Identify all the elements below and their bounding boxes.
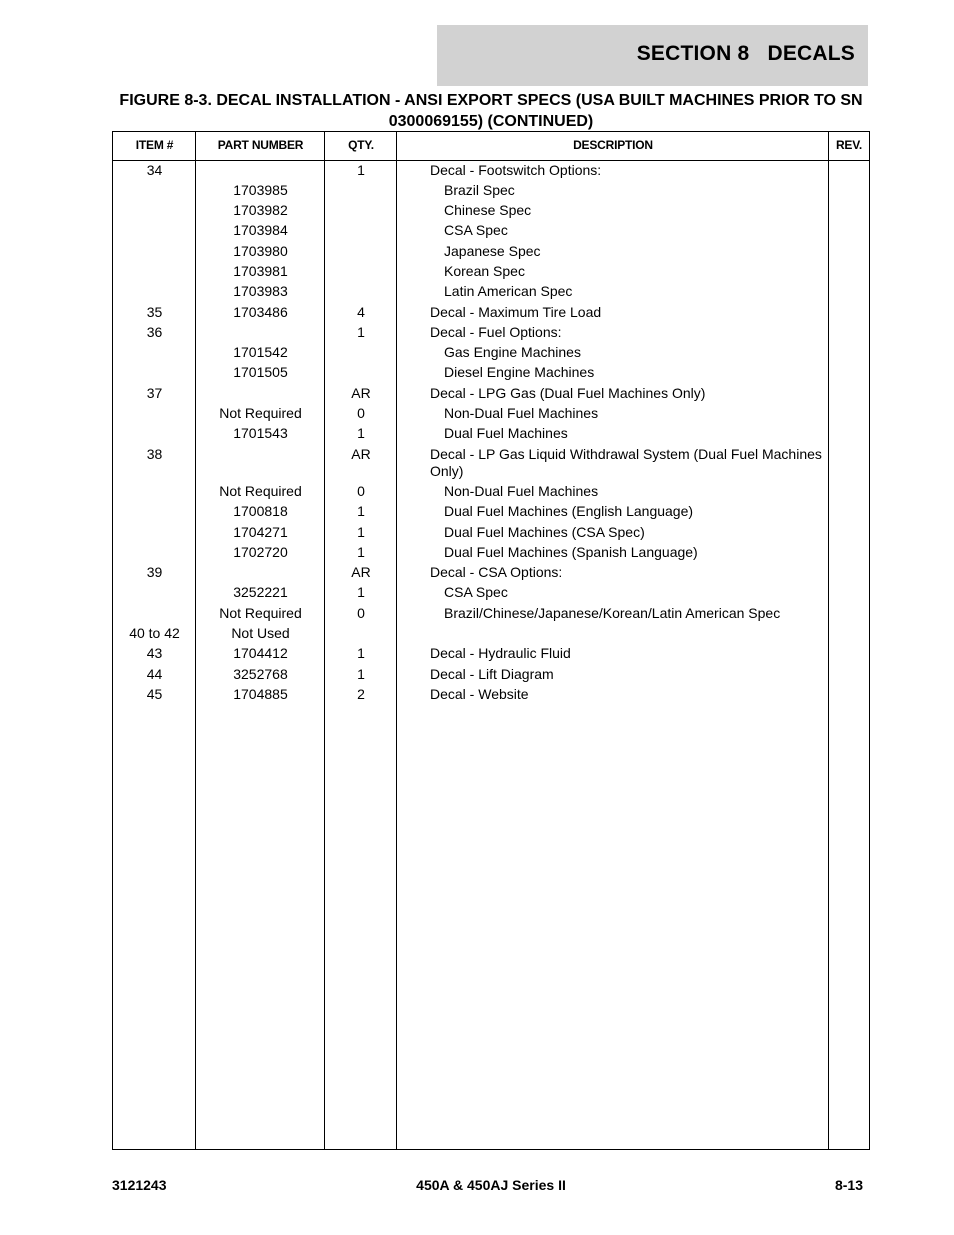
table-row bbox=[113, 201, 869, 221]
table-row bbox=[113, 444, 869, 481]
item-cell: 43 bbox=[146, 645, 163, 662]
description-cell: Decal - CSA Options: bbox=[430, 564, 563, 581]
footer-page-number: 8-13 bbox=[834, 1177, 863, 1193]
part-number-cell: 1702720 bbox=[233, 543, 288, 560]
table-row bbox=[113, 302, 869, 322]
description-cell: Decal - Lift Diagram bbox=[430, 665, 554, 682]
part-number-cell: 1703980 bbox=[233, 242, 288, 259]
table-row bbox=[113, 180, 869, 200]
table-row bbox=[113, 322, 869, 342]
description-cell: Non-Dual Fuel Machines bbox=[444, 482, 599, 499]
column-header-description: DESCRIPTION bbox=[573, 138, 653, 152]
description-cell: Chinese Spec bbox=[444, 202, 532, 219]
qty-cell: 1 bbox=[357, 543, 365, 560]
table-body bbox=[113, 160, 869, 705]
table-row bbox=[113, 644, 869, 664]
description-cell: Decal - LP Gas Liquid Withdrawal System (Dual Fuel Machines Only) bbox=[430, 445, 822, 479]
item-cell: 39 bbox=[146, 564, 163, 581]
description-cell bbox=[430, 624, 825, 644]
table-row bbox=[113, 583, 869, 603]
table-row bbox=[113, 563, 869, 583]
qty-cell: 1 bbox=[357, 323, 365, 340]
table-row bbox=[113, 282, 869, 302]
description-cell: Decal - Fuel Options: bbox=[430, 323, 562, 340]
table-row bbox=[113, 363, 869, 383]
column-header-qty: QTY. bbox=[348, 138, 374, 152]
qty-cell: AR bbox=[351, 384, 371, 401]
qty-cell: 1 bbox=[357, 523, 365, 540]
part-number-cell: Not Required bbox=[219, 482, 302, 499]
part-number-cell: 1701542 bbox=[233, 344, 288, 361]
item-cell: 34 bbox=[146, 161, 163, 178]
description-cell: CSA Spec bbox=[444, 222, 508, 239]
qty-cell: 0 bbox=[357, 405, 365, 422]
column-header-part-number: PART NUMBER bbox=[217, 138, 304, 152]
table-row bbox=[113, 624, 869, 644]
section-header bbox=[437, 25, 868, 86]
description-cell: Dual Fuel Machines (CSA Spec) bbox=[444, 523, 645, 540]
table-row bbox=[113, 261, 869, 281]
footer-model: 450A & 450AJ Series II bbox=[416, 1177, 566, 1193]
column-header-item: ITEM # bbox=[135, 138, 174, 152]
qty-cell: 1 bbox=[357, 665, 365, 682]
qty-cell: 2 bbox=[357, 685, 365, 702]
qty-cell: AR bbox=[351, 564, 371, 581]
table-row bbox=[113, 404, 869, 424]
part-number-cell: 1703981 bbox=[233, 262, 288, 279]
description-cell: Dual Fuel Machines bbox=[444, 425, 568, 442]
qty-cell: 1 bbox=[357, 425, 365, 442]
item-cell: 45 bbox=[146, 685, 163, 702]
description-cell: Non-Dual Fuel Machines bbox=[444, 405, 599, 422]
description-cell: Japanese Spec bbox=[444, 242, 541, 259]
table-row bbox=[113, 502, 869, 522]
table-row bbox=[113, 664, 869, 684]
table-row bbox=[113, 160, 869, 180]
part-number-cell: 1701505 bbox=[233, 364, 288, 381]
figure-title: FIGURE 8-3. DECAL INSTALLATION - ANSI EXPORT SPECS (USA BUILT MACHINES PRIOR TO SN 0300069155) (CONTINUED) bbox=[119, 92, 863, 130]
table-row bbox=[113, 424, 869, 444]
table-row bbox=[113, 522, 869, 542]
description-cell: CSA Spec bbox=[444, 584, 508, 601]
description-cell: Korean Spec bbox=[444, 262, 525, 279]
parts-table bbox=[112, 131, 870, 1150]
description-cell: Latin American Spec bbox=[444, 283, 573, 300]
item-cell: 36 bbox=[146, 323, 163, 340]
item-cell: 35 bbox=[146, 303, 163, 320]
description-cell: Brazil/Chinese/Japanese/Korean/Latin American Spec bbox=[444, 604, 781, 621]
part-number-cell: 1703983 bbox=[233, 283, 288, 300]
part-number-cell: 1703985 bbox=[233, 181, 288, 198]
table-header-row bbox=[113, 132, 869, 161]
part-number-cell: 1704271 bbox=[233, 523, 288, 540]
description-cell: Decal - Maximum Tire Load bbox=[430, 303, 602, 320]
part-number-cell: 1703984 bbox=[233, 222, 288, 239]
qty-cell: AR bbox=[351, 445, 371, 462]
description-cell: Brazil Spec bbox=[444, 181, 515, 198]
part-number-cell: Not Required bbox=[219, 405, 302, 422]
part-number-cell: 1703982 bbox=[233, 202, 288, 219]
item-cell: 44 bbox=[146, 665, 163, 682]
qty-cell: 0 bbox=[357, 604, 365, 621]
table-row bbox=[113, 221, 869, 241]
qty-cell: 1 bbox=[357, 645, 365, 662]
part-number-cell: 1704412 bbox=[233, 645, 288, 662]
qty-cell: 1 bbox=[357, 584, 365, 601]
description-cell: Decal - Website bbox=[430, 685, 529, 702]
item-cell: 40 to 42 bbox=[129, 625, 180, 642]
table-row bbox=[113, 481, 869, 501]
footer-document-number: 3121243 bbox=[112, 1177, 167, 1193]
qty-cell: 0 bbox=[357, 482, 365, 499]
part-number-cell: Not Required bbox=[219, 604, 302, 621]
part-number-cell: 1700818 bbox=[233, 503, 288, 520]
qty-cell: 4 bbox=[357, 303, 365, 320]
part-number-cell: 1701543 bbox=[233, 425, 288, 442]
description-cell: Decal - Footswitch Options: bbox=[430, 161, 602, 178]
table-row bbox=[113, 241, 869, 261]
description-cell: Dual Fuel Machines (English Language) bbox=[444, 503, 694, 520]
description-cell: Diesel Engine Machines bbox=[444, 364, 595, 381]
part-number-cell: 3252221 bbox=[233, 584, 288, 601]
table-row bbox=[113, 542, 869, 562]
section-title: SECTION 8 DECALS bbox=[636, 42, 855, 65]
table-row bbox=[113, 603, 869, 623]
part-number-cell: 3252768 bbox=[233, 665, 288, 682]
qty-cell: 1 bbox=[357, 503, 365, 520]
description-cell: Gas Engine Machines bbox=[444, 344, 581, 361]
table-row bbox=[113, 343, 869, 363]
description-cell: Dual Fuel Machines (Spanish Language) bbox=[444, 543, 698, 560]
part-number-cell: Not Used bbox=[231, 625, 290, 642]
table-row bbox=[113, 383, 869, 403]
part-number-cell: 1703486 bbox=[233, 303, 288, 320]
qty-cell: 1 bbox=[357, 161, 365, 178]
part-number-cell: 1704885 bbox=[233, 685, 288, 702]
description-cell: Decal - LPG Gas (Dual Fuel Machines Only) bbox=[430, 384, 706, 401]
item-cell: 38 bbox=[146, 445, 163, 462]
description-cell: Decal - Hydraulic Fluid bbox=[430, 645, 571, 662]
item-cell: 37 bbox=[146, 384, 163, 401]
column-header-rev: REV. bbox=[835, 138, 863, 152]
table-row bbox=[113, 684, 869, 704]
